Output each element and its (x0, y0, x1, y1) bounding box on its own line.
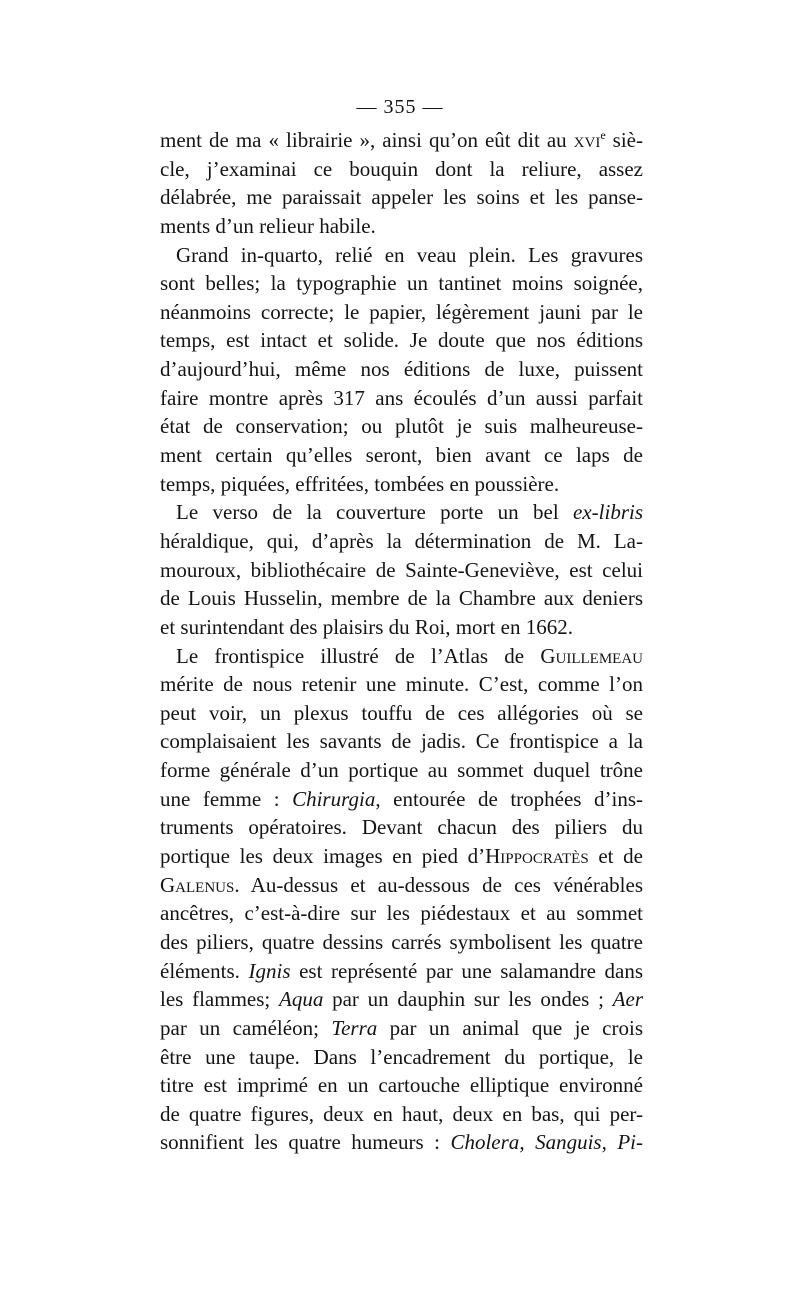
text-line: état de conservation; ou plutôt je suis malheureuse- (160, 414, 643, 439)
text-line: ment certain qu’elles seront, bien avant ce laps de (160, 443, 643, 468)
italic-term: Cholera (450, 1130, 520, 1155)
text-line: titre est imprimé en un cartouche elliptique environné (160, 1073, 643, 1098)
body-text (160, 126, 643, 1157)
author-name: Guillemeau (540, 643, 643, 668)
italic-term: Terra (331, 1015, 378, 1040)
text-line: cle, j’examinai ce bouquin dont la reliure, assez (160, 156, 643, 181)
text-line: être une taupe. Dans l’encadrement du portique, le (160, 1044, 643, 1069)
text-line: héraldique, qui, d’après la détermination de M. La- (160, 528, 643, 553)
superscript: e (600, 128, 606, 142)
text-line: mouroux, bibliothécaire de Sainte-Geneviève, est celui (160, 557, 643, 582)
text-line: sonnifient les quatre humeurs : Cholera, Sanguis, Pi- (160, 1130, 644, 1155)
text-line: néanmoins correcte; le papier, légèrement jauni par le (160, 299, 643, 324)
text-line: Galenus. Au-dessus et au-dessous de ces vénérables (160, 872, 643, 897)
author-name: Galenus (160, 872, 235, 897)
italic-term: Ignis (248, 958, 291, 983)
text-line: truments opératoires. Devant chacun des piliers du (160, 815, 643, 840)
text-line: délabrée, me paraissait appeler les soins et les panse- (160, 185, 643, 210)
text-line: complaisaient les savants de jadis. Ce frontispice a la (160, 729, 643, 754)
text-line: et surintendant des plaisirs du Roi, mort en 1662. (160, 614, 573, 639)
italic-term: ex-libris (573, 500, 643, 525)
paragraph-start: Grand in-quarto, relié en veau plein. Les gravures (176, 242, 643, 267)
paragraph-start: Le verso de la couverture porte un bel ex-libris (176, 500, 643, 525)
century-numeral: xvi (573, 128, 601, 152)
italic-term: Aqua (279, 987, 324, 1012)
text-line: faire montre après 317 ans écoulés d’un aussi parfait (160, 385, 643, 410)
italic-term: Chirurgia (292, 786, 376, 811)
text-line: éléments. Ignis est représenté par une salamandre dans (160, 958, 643, 983)
text-line: forme générale d’un portique au sommet duquel trône (160, 758, 643, 783)
text-line: temps, piquées, effritées, tombées en poussière. (160, 471, 560, 496)
text-line: temps, est intact et solide. Je doute que nos éditions (160, 328, 643, 353)
page-number: — 355 — (356, 96, 444, 118)
italic-term: Pi- (617, 1130, 644, 1155)
text-line: une femme : Chirurgia, entourée de trophées d’ins- (160, 786, 644, 811)
author-name: Hippocratès (485, 844, 589, 869)
italic-term: Aer (612, 987, 643, 1012)
text-line: ments d’un relieur habile. (160, 213, 376, 238)
text-line: ancêtres, c’est-à-dire sur les piédestaux et au sommet (160, 901, 643, 926)
italic-term: Sanguis (535, 1130, 602, 1155)
text-line: par un caméléon; Terra par un animal que je crois (160, 1015, 643, 1040)
text-line: des piliers, quatre dessins carrés symbolisent les quatre (160, 929, 643, 954)
text-line: de Louis Husselin, membre de la Chambre aux deniers (160, 586, 643, 611)
text-line: sont belles; la typographie un tantinet moins soignée, (160, 271, 643, 296)
text-line: les flammes; Aqua par un dauphin sur les ondes ; Aer (160, 987, 643, 1012)
text-line: ment de ma « librairie », ainsi qu’on eût dit au xvi$^e$ siè- (160, 128, 643, 152)
text-line: d’aujourd’hui, même nos éditions de luxe, puissent (160, 357, 643, 382)
paragraph-start: Le frontispice illustré de l’Atlas de Guillemeau (176, 643, 643, 668)
text-line: peut voir, un plexus touffu de ces allégories où se (160, 700, 643, 725)
text-line: mérite de nous retenir une minute. C’est, comme l’on (160, 672, 643, 697)
text-line: de quatre figures, deux en haut, deux en bas, qui per- (160, 1101, 643, 1126)
text-line: portique les deux images en pied d’Hippocratès et de (160, 844, 643, 869)
